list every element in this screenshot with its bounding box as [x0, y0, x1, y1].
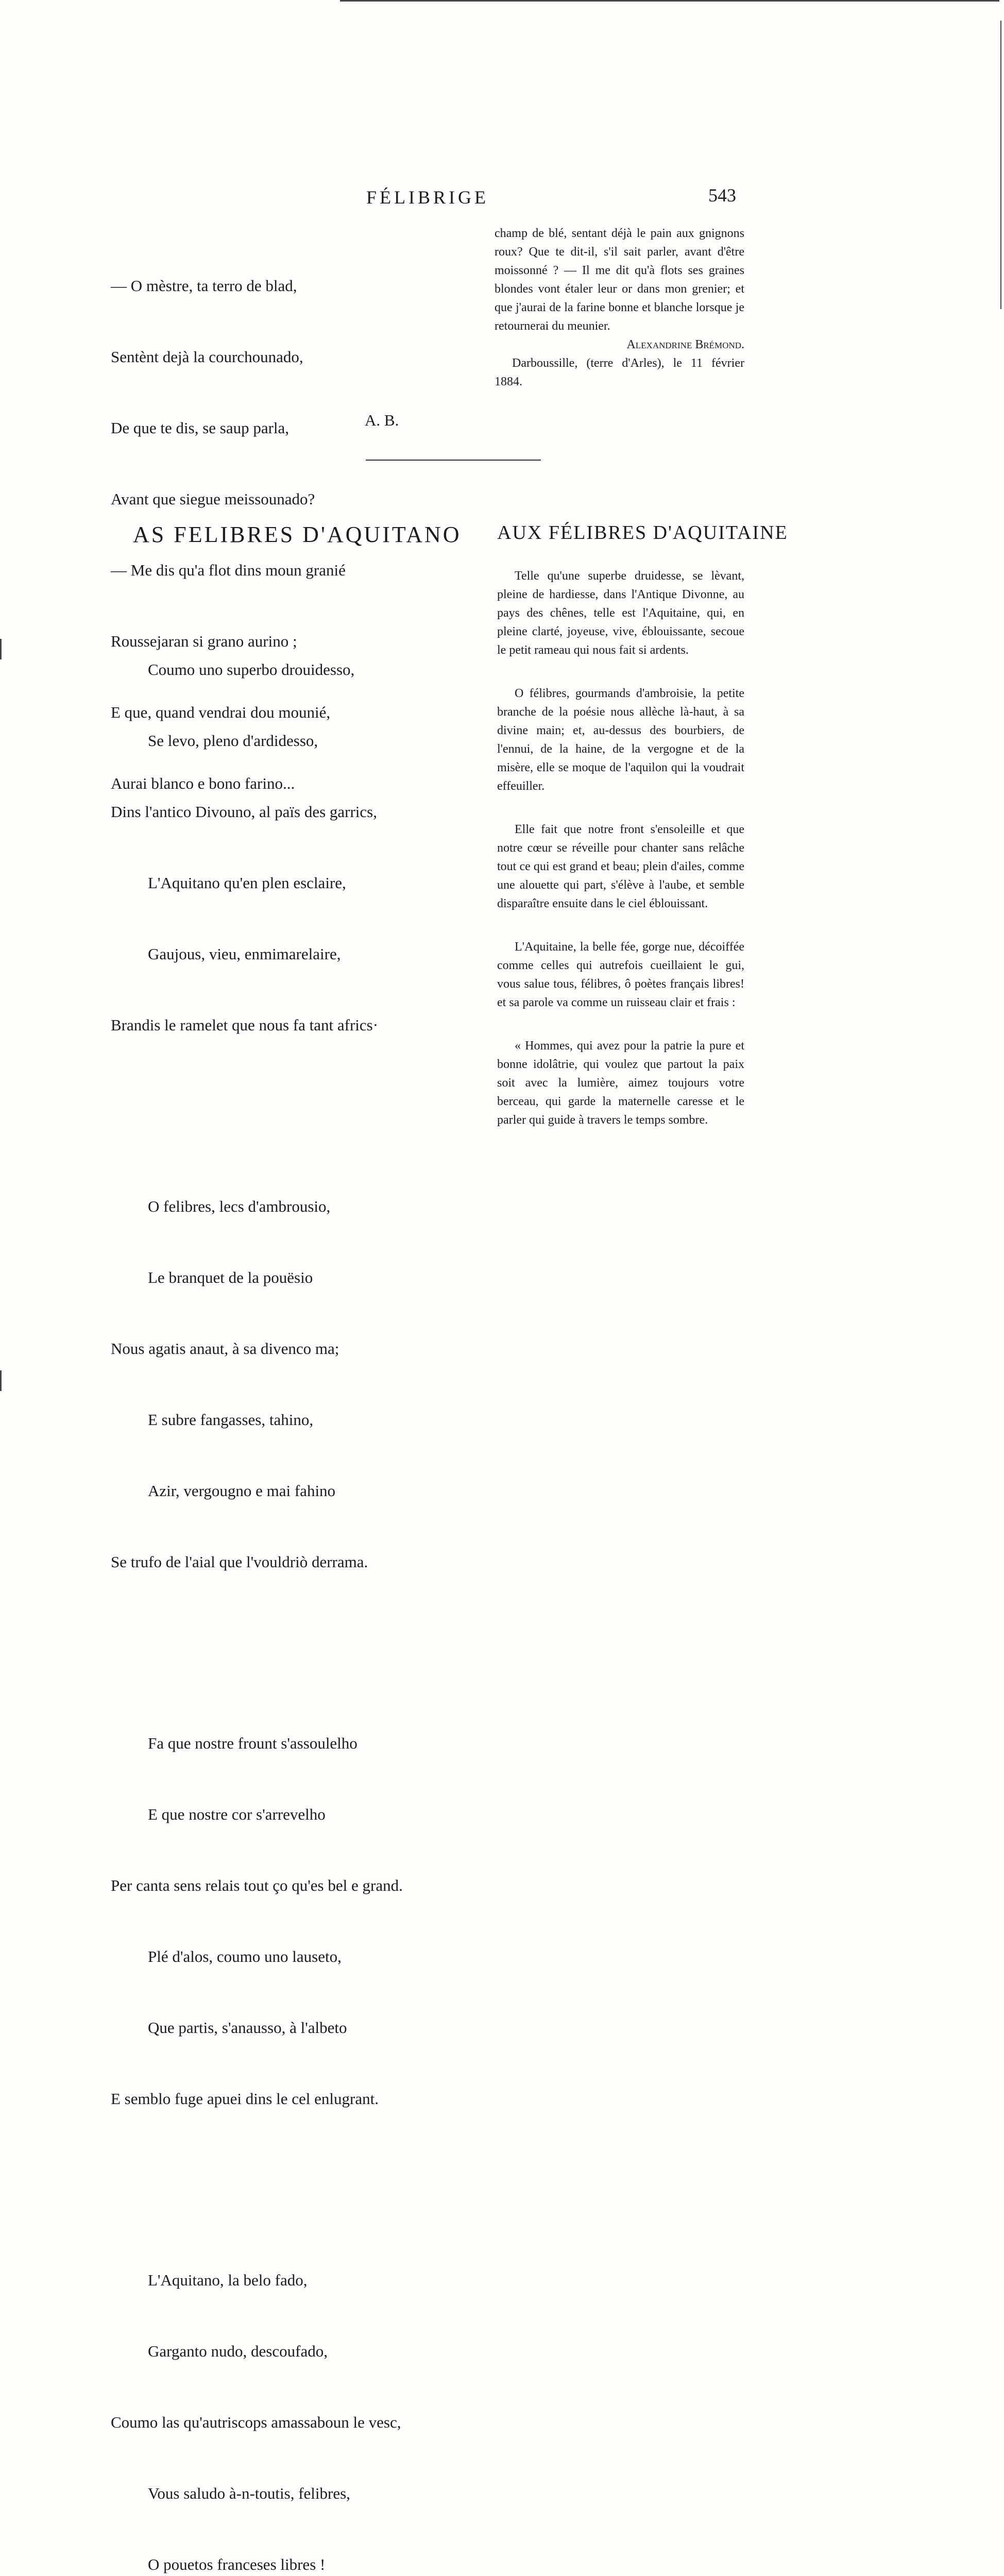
- verse-line: Fa que nostre frount s'assoulelho: [148, 1734, 358, 1752]
- stanza: [111, 1684, 407, 2158]
- verse-line: L'Aquitano qu'en plen esclaire,: [148, 874, 346, 892]
- author-signature: Alexandrine Brémond.: [626, 338, 744, 351]
- scan-edge-mark: [340, 0, 999, 2]
- scan-edge-mark: [0, 639, 2, 659]
- verse-line: De que te dis, se saup parla,: [111, 419, 290, 437]
- page-number: 543: [708, 185, 736, 206]
- verse-line: Le branquet de la pouësio: [148, 1268, 313, 1286]
- top-translation: [495, 224, 744, 391]
- verse-line: Coumo las qu'autriscops amassaboun le vesc,: [111, 2413, 401, 2431]
- verse-line: E que nostre cor s'arrevelho: [148, 1805, 326, 1823]
- verse-line: Aurai blanco e bono farino...: [111, 774, 295, 792]
- main-translation: [497, 567, 744, 1154]
- verse-line: Per canta sens relais tout ço qu'es bel e grand.: [111, 1876, 403, 1894]
- main-poem: [111, 563, 407, 2576]
- verse-line: Gaujous, vieu, enmimarelaire,: [148, 945, 341, 963]
- verse-line: Garganto nudo, descoufado,: [148, 2342, 328, 2360]
- section-divider: [366, 460, 541, 461]
- verse-line: Que partis, s'anausso, à l'albeto: [148, 2019, 347, 2037]
- verse-line: Se trufo de l'aial que l'vouldriò derrama.: [111, 1553, 368, 1571]
- translation-paragraph: Telle qu'une superbe druidesse, se lèvant, pleine de hardiesse, dans l'Antique Divonne, au pays des chênes, telle est l'Aquitaine, qui, en pleine clarté, joyeuse, vive, éblouissante, secoue le petit rameau qui nous fait si ardents.: [497, 569, 744, 657]
- verse-line: Sentènt dejà la courchounado,: [111, 348, 303, 366]
- scan-edge-mark: [1000, 21, 1001, 309]
- place-date: Darboussille, (terre d'Arles), le 11 février 1884.: [495, 357, 744, 388]
- translation-text: champ de blé, sentant déjà le pain aux gnignons roux? Que te dit-il, s'il sait parler, avant d'être moissonné ? — Il me dit qu'à flots ses graines blondes vont étaler leur or dans mon grenier; et que j'aurai de la farine bonne et blanche lorsque je retournerai du meunier.: [495, 227, 744, 333]
- verse-line: Nous agatis anaut, à sa divenco ma;: [111, 1340, 339, 1358]
- translation-paragraph: « Hommes, qui avez pour la patrie la pure et bonne idolâtrie, qui voulez que partout la paix soit avec la lumière, aimez toujours votre berceau, qui garde la maternelle caresse et le parler qui guide à travers le temps sombre.: [497, 1039, 744, 1127]
- verse-line: E que, quand vendrai dou mounié,: [111, 703, 331, 721]
- verse-line: Azir, vergougno e mai fahino: [148, 1482, 336, 1500]
- translation-paragraph: O félibres, gourmands d'ambroisie, la petite branche de la poésie nous allèche là-haut, à sa divine main; et, au-dessus des bourbiers, de l'ennui, de la haine, de la vergogne et de la misère, elle se moque de l'aquilon qui la voudrait effeuiller.: [497, 687, 744, 793]
- verse-line: Avant que siegue meissounado?: [111, 490, 315, 508]
- verse-line: Plé d'alos, coumo uno lauseto,: [148, 1947, 342, 1965]
- verse-line: O felibres, lecs d'ambrousio,: [148, 1197, 331, 1215]
- verse-line: E semblo fuge apuei dins le cel enlugrant.: [111, 2090, 379, 2108]
- running-head: FÉLIBRIGE: [366, 187, 489, 208]
- stanza: [111, 1147, 407, 1621]
- verse-line: Roussejaran si grano aurino ;: [111, 632, 297, 650]
- translation-title: AUX FÉLIBRES D'AQUITAINE: [497, 522, 788, 544]
- verse-line: Se levo, pleno d'ardidesso,: [148, 732, 318, 750]
- translation-paragraph: L'Aquitaine, la belle fée, gorge nue, décoiffée comme celles qui autrefois cueillaient le gui, vous salue tous, félibres, ô poètes français libres! et sa parole va comme un ruisseau clair et frais :: [497, 940, 744, 1009]
- verse-line: — Me dis qu'a flot dins moun granié: [111, 561, 346, 579]
- poem-title: AS FELIBRES D'AQUITANO: [133, 522, 462, 547]
- verse-line: Brandis le ramelet que nous fa tant africs·: [111, 1016, 379, 1034]
- verse-line: E subre fangasses, tahino,: [148, 1411, 314, 1429]
- poem-initials: A. B.: [365, 411, 399, 429]
- stanza: [111, 2221, 407, 2576]
- verse-line: — O mèstre, ta terro de blad,: [111, 277, 297, 295]
- verse-line: O pouetos franceses libres !: [148, 2555, 326, 2573]
- scan-edge-mark: [0, 1370, 2, 1391]
- verse-line: Vous saludo à-n-toutis, felibres,: [148, 2484, 350, 2502]
- translation-paragraph: Elle fait que notre front s'ensoleille et que notre cœur se réveille pour chanter sans relâche tout ce qui est grand et beau; plein d'ailes, comme une alouette qui part, s'élève à l'aube, et semble disparaître ensuite dans le ciel éblouissant.: [497, 823, 744, 910]
- stanza: [111, 611, 407, 1084]
- verse-line: L'Aquitano, la belo fado,: [148, 2271, 308, 2289]
- verse-line: Coumo uno superbo drouidesso,: [148, 660, 355, 679]
- verse-line: Dins l'antico Divouno, al païs des garrics,: [111, 803, 377, 821]
